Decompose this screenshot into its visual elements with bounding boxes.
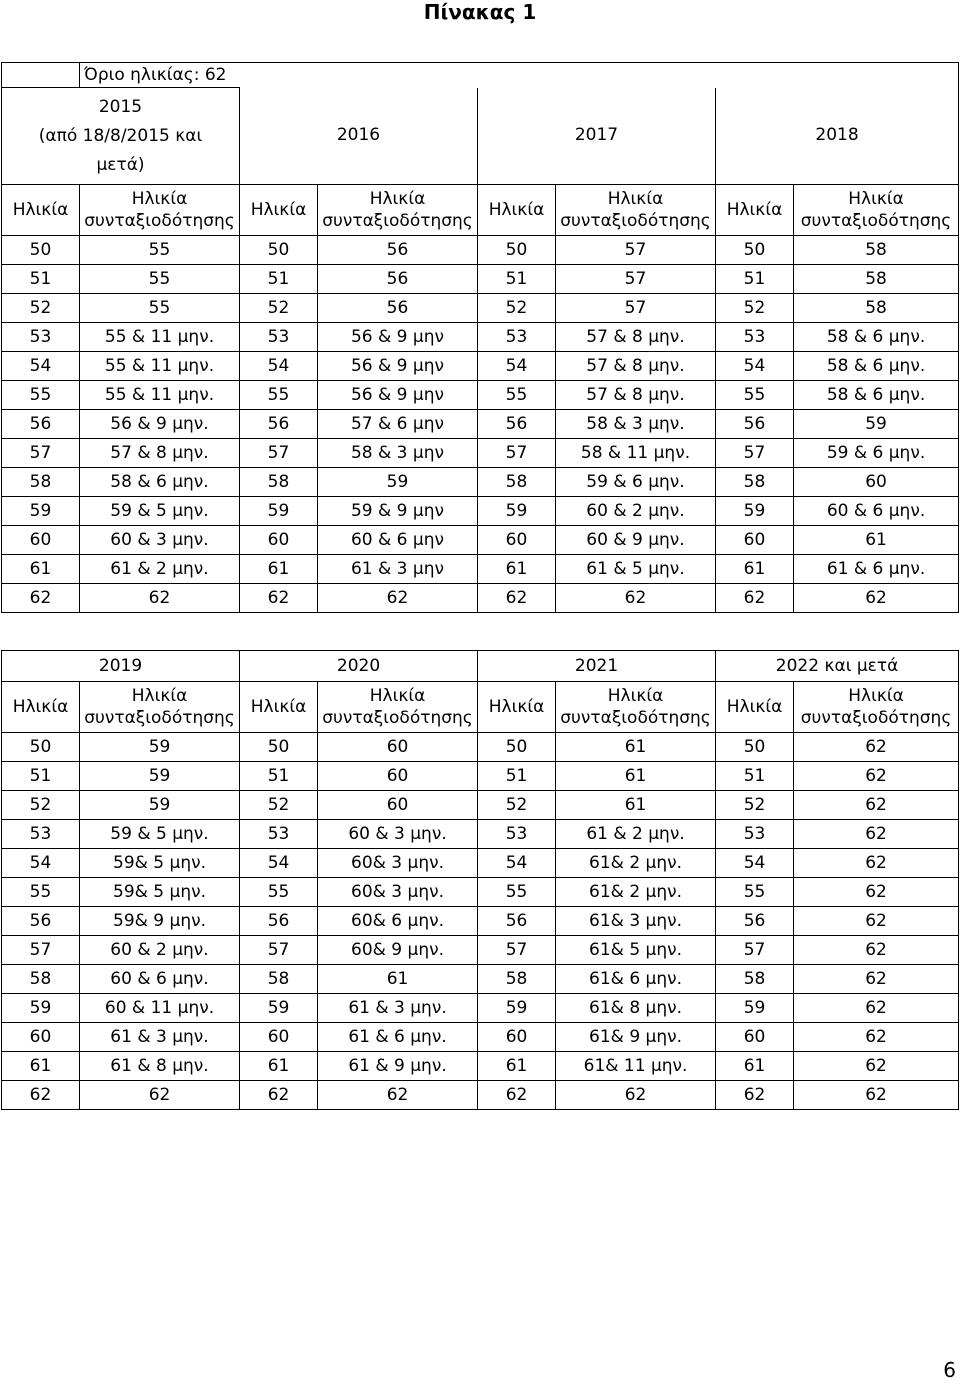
pension-age-cell: 57 & 8 μην.: [556, 352, 716, 381]
age-cell: 50: [240, 733, 318, 762]
age-cell: 51: [2, 762, 80, 791]
age-cell: 59: [716, 497, 794, 526]
pension-age-cell: 57 & 8 μην.: [80, 439, 240, 468]
pension-age-cell: 61& 6 μην.: [556, 965, 716, 994]
age-cell: 53: [2, 323, 80, 352]
pension-age-cell: 59: [794, 410, 959, 439]
pension-age-cell: 61 & 8 μην.: [80, 1052, 240, 1081]
age-column-header: Ηλικία: [2, 682, 80, 733]
pension-age-cell: 61 & 6 μην.: [318, 1023, 478, 1052]
table-row: [2, 733, 959, 762]
pension-age-cell: 60: [794, 468, 959, 497]
pension-age-cell: 61& 9 μην.: [556, 1023, 716, 1052]
pension-age-cell: 62: [556, 1081, 716, 1110]
pension-age-cell: 61& 2 μην.: [556, 849, 716, 878]
age-cell: 52: [2, 791, 80, 820]
age-cell: 62: [716, 1081, 794, 1110]
pension-age-cell: 58 & 6 μην.: [80, 468, 240, 497]
pension-age-cell: 57 & 8 μην.: [556, 323, 716, 352]
age-cell: 62: [2, 1081, 80, 1110]
age-cell: 53: [716, 323, 794, 352]
pension-age-cell: 62: [794, 907, 959, 936]
pension-age-cell: 61 & 5 μην.: [556, 555, 716, 584]
age-cell: 59: [2, 994, 80, 1023]
age-column-header: Ηλικία: [478, 185, 556, 236]
age-cell: 50: [478, 236, 556, 265]
age-cell: 54: [2, 849, 80, 878]
pension-age-cell: 57 & 8 μην.: [556, 381, 716, 410]
pension-age-cell: 55 & 11 μην.: [80, 352, 240, 381]
pension-age-cell: 59 & 9 μην: [318, 497, 478, 526]
age-cell: 55: [240, 878, 318, 907]
pension-age-cell: 59: [80, 791, 240, 820]
year-header: 2015 (από 18/8/2015 και μετά): [2, 88, 240, 185]
table-row: [2, 762, 959, 791]
pension-age-cell: 56 & 9 μην: [318, 323, 478, 352]
year-header: 2017: [478, 88, 716, 185]
pension-age-cell: 60 & 6 μην: [318, 526, 478, 555]
table-row: [2, 849, 959, 878]
pension-age-column-header: Ηλικία συνταξιοδότησης: [318, 682, 478, 733]
age-cell: 62: [478, 584, 556, 613]
age-cell: 56: [240, 410, 318, 439]
age-cell: 55: [2, 878, 80, 907]
age-cell: 56: [716, 907, 794, 936]
age-cell: 60: [240, 1023, 318, 1052]
age-column-header: Ηλικία: [716, 682, 794, 733]
pension-age-cell: 56: [318, 294, 478, 323]
age-cell: 60: [240, 526, 318, 555]
pension-age-cell: 59 & 5 μην.: [80, 497, 240, 526]
pension-age-column-header: Ηλικία συνταξιοδότησης: [556, 682, 716, 733]
age-cell: 60: [478, 526, 556, 555]
age-cell: 50: [2, 733, 80, 762]
pension-age-cell: 61: [318, 965, 478, 994]
age-cell: 59: [240, 994, 318, 1023]
age-cell: 54: [240, 352, 318, 381]
pension-age-cell: 57: [556, 236, 716, 265]
table-row: [2, 1052, 959, 1081]
pension-age-cell: 62: [794, 584, 959, 613]
age-cell: 50: [240, 236, 318, 265]
age-cell: 53: [240, 323, 318, 352]
pension-age-cell: 60: [318, 791, 478, 820]
pension-age-cell: 62: [80, 1081, 240, 1110]
age-cell: 52: [240, 294, 318, 323]
age-cell: 51: [240, 762, 318, 791]
table-row: [2, 265, 959, 294]
pension-age-cell: 61 & 3 μην: [318, 555, 478, 584]
age-cell: 58: [716, 965, 794, 994]
retirement-age-table-2015-2018: [1, 62, 959, 613]
age-cell: 51: [716, 762, 794, 791]
age-cell: 60: [2, 1023, 80, 1052]
pension-age-cell: 61: [556, 733, 716, 762]
age-cell: 60: [2, 526, 80, 555]
pension-age-cell: 59: [80, 762, 240, 791]
year-header: 2016: [240, 88, 478, 185]
year-header: 2022 και μετά: [716, 651, 959, 682]
pension-age-cell: 60 & 6 μην.: [80, 965, 240, 994]
pension-age-cell: 61 & 2 μην.: [80, 555, 240, 584]
age-cell: 55: [478, 878, 556, 907]
table-row: [2, 439, 959, 468]
pension-age-cell: 58: [794, 294, 959, 323]
page-title: Πίνακας 1: [423, 0, 537, 24]
table-row: [2, 526, 959, 555]
age-cell: 51: [716, 265, 794, 294]
age-cell: 53: [478, 820, 556, 849]
pension-age-cell: 61& 11 μην.: [556, 1052, 716, 1081]
pension-age-cell: 60 & 3 μην.: [318, 820, 478, 849]
pension-age-cell: 55: [80, 236, 240, 265]
age-cell: 58: [240, 965, 318, 994]
pension-age-cell: 62: [794, 733, 959, 762]
age-cell: 54: [478, 849, 556, 878]
pension-age-cell: 60 & 6 μην.: [794, 497, 959, 526]
age-cell: 61: [2, 1052, 80, 1081]
age-column-header: Ηλικία: [2, 185, 80, 236]
pension-age-cell: 62: [318, 584, 478, 613]
pension-age-column-header: Ηλικία συνταξιοδότησης: [556, 185, 716, 236]
pension-age-cell: 62: [556, 584, 716, 613]
pension-age-cell: 56 & 9 μην.: [80, 410, 240, 439]
pension-age-cell: 62: [794, 936, 959, 965]
pension-age-cell: 62: [794, 1023, 959, 1052]
pension-age-cell: 59: [318, 468, 478, 497]
age-cell: 62: [716, 584, 794, 613]
pension-age-cell: 62: [794, 878, 959, 907]
age-cell: 59: [240, 497, 318, 526]
pension-age-cell: 60 & 9 μην.: [556, 526, 716, 555]
pension-age-cell: 58: [794, 236, 959, 265]
age-cell: 56: [716, 410, 794, 439]
age-cell: 57: [478, 936, 556, 965]
table-row: [2, 994, 959, 1023]
table-row: [2, 410, 959, 439]
age-cell: 62: [2, 584, 80, 613]
pension-age-cell: 60 & 2 μην.: [80, 936, 240, 965]
table-row: [2, 820, 959, 849]
pension-age-cell: 60 & 3 μην.: [80, 526, 240, 555]
age-cell: 57: [240, 439, 318, 468]
age-cell: 60: [716, 1023, 794, 1052]
age-cell: 61: [716, 1052, 794, 1081]
pension-age-cell: 60 & 11 μην.: [80, 994, 240, 1023]
pension-age-cell: 57 & 6 μην: [318, 410, 478, 439]
age-cell: 52: [240, 791, 318, 820]
age-cell: 53: [478, 323, 556, 352]
pension-age-column-header: Ηλικία συνταξιοδότησης: [318, 185, 478, 236]
pension-age-cell: 60& 6 μην.: [318, 907, 478, 936]
age-cell: 51: [2, 265, 80, 294]
pension-age-cell: 60& 3 μην.: [318, 849, 478, 878]
age-cell: 61: [240, 555, 318, 584]
year-header: 2019: [2, 651, 240, 682]
pension-age-cell: 57: [556, 294, 716, 323]
table-row: [2, 236, 959, 265]
table-row: [2, 497, 959, 526]
pension-age-cell: 59 & 5 μην.: [80, 820, 240, 849]
pension-age-cell: 58 & 6 μην.: [794, 323, 959, 352]
age-cell: 59: [2, 497, 80, 526]
age-cell: 57: [716, 439, 794, 468]
table-row: [2, 584, 959, 613]
table-row: [2, 907, 959, 936]
pension-age-cell: 61: [556, 762, 716, 791]
pension-age-cell: 60& 3 μην.: [318, 878, 478, 907]
age-cell: 56: [240, 907, 318, 936]
pension-age-cell: 56 & 9 μην: [318, 352, 478, 381]
pension-age-cell: 59: [80, 733, 240, 762]
pension-age-cell: 62: [794, 994, 959, 1023]
pension-age-column-header: Ηλικία συνταξιοδότησης: [794, 185, 959, 236]
age-cell: 57: [716, 936, 794, 965]
age-cell: 53: [716, 820, 794, 849]
pension-age-cell: 55 & 11 μην.: [80, 323, 240, 352]
age-cell: 50: [716, 236, 794, 265]
age-cell: 51: [478, 762, 556, 791]
table-row: [2, 352, 959, 381]
pension-age-cell: 61 & 3 μην.: [80, 1023, 240, 1052]
pension-age-cell: 56: [318, 236, 478, 265]
pension-age-cell: 55 & 11 μην.: [80, 381, 240, 410]
age-cell: 59: [478, 497, 556, 526]
age-cell: 52: [2, 294, 80, 323]
pension-age-cell: 62: [794, 791, 959, 820]
pension-age-cell: 57: [556, 265, 716, 294]
age-cell: 52: [716, 791, 794, 820]
pension-age-cell: 59& 5 μην.: [80, 878, 240, 907]
pension-age-cell: 59& 9 μην.: [80, 907, 240, 936]
pension-age-cell: 55: [80, 294, 240, 323]
age-cell: 51: [240, 265, 318, 294]
age-cell: 58: [2, 965, 80, 994]
pension-age-cell: 62: [794, 762, 959, 791]
pension-age-cell: 62: [794, 849, 959, 878]
age-column-header: Ηλικία: [478, 682, 556, 733]
age-cell: 52: [478, 791, 556, 820]
pension-age-cell: 61 & 6 μην.: [794, 555, 959, 584]
age-limit-caption: Όριο ηλικίας: 62: [80, 63, 959, 88]
age-cell: 55: [478, 381, 556, 410]
pension-age-cell: 58 & 3 μην: [318, 439, 478, 468]
pension-age-cell: 60: [318, 762, 478, 791]
age-cell: 58: [2, 468, 80, 497]
age-cell: 60: [478, 1023, 556, 1052]
age-cell: 54: [2, 352, 80, 381]
table-row: [2, 468, 959, 497]
pension-age-cell: 61& 3 μην.: [556, 907, 716, 936]
table-row: [2, 1023, 959, 1052]
age-cell: 60: [716, 526, 794, 555]
age-cell: 57: [240, 936, 318, 965]
age-column-header: Ηλικία: [716, 185, 794, 236]
pension-age-cell: 56 & 9 μην: [318, 381, 478, 410]
table-row: [2, 965, 959, 994]
pension-age-cell: 61& 2 μην.: [556, 878, 716, 907]
pension-age-cell: 62: [794, 965, 959, 994]
age-cell: 52: [478, 294, 556, 323]
age-cell: 55: [240, 381, 318, 410]
age-cell: 58: [478, 468, 556, 497]
table-row: [2, 936, 959, 965]
pension-age-cell: 55: [80, 265, 240, 294]
pension-age-cell: 62: [794, 1052, 959, 1081]
pension-age-cell: 58 & 6 μην.: [794, 352, 959, 381]
age-cell: 55: [716, 878, 794, 907]
pension-age-cell: 61& 8 μην.: [556, 994, 716, 1023]
pension-age-cell: 62: [80, 584, 240, 613]
age-cell: 51: [478, 265, 556, 294]
table-row: [2, 1081, 959, 1110]
table-row: [2, 323, 959, 352]
age-cell: 56: [2, 410, 80, 439]
table-row: [2, 555, 959, 584]
pension-age-cell: 59 & 6 μην.: [794, 439, 959, 468]
table-row: [2, 878, 959, 907]
pension-age-cell: 62: [794, 820, 959, 849]
pension-age-cell: 56: [318, 265, 478, 294]
pension-age-cell: 58: [794, 265, 959, 294]
age-cell: 57: [2, 936, 80, 965]
pension-age-cell: 58 & 3 μην.: [556, 410, 716, 439]
age-cell: 61: [478, 1052, 556, 1081]
year-header: 2018: [716, 88, 959, 185]
age-cell: 56: [478, 907, 556, 936]
age-cell: 54: [478, 352, 556, 381]
age-cell: 55: [716, 381, 794, 410]
pension-age-cell: 60: [318, 733, 478, 762]
pension-age-cell: 58 & 11 μην.: [556, 439, 716, 468]
age-cell: 62: [478, 1081, 556, 1110]
age-cell: 57: [2, 439, 80, 468]
age-cell: 58: [240, 468, 318, 497]
age-cell: 58: [478, 965, 556, 994]
age-cell: 61: [716, 555, 794, 584]
year-header: 2020: [240, 651, 478, 682]
retirement-age-table-2019-2022: [1, 650, 959, 1110]
age-cell: 61: [2, 555, 80, 584]
pension-age-cell: 62: [318, 1081, 478, 1110]
table-row: [2, 791, 959, 820]
age-cell: 50: [478, 733, 556, 762]
age-cell: 50: [716, 733, 794, 762]
pension-age-cell: 59 & 6 μην.: [556, 468, 716, 497]
age-cell: 62: [240, 1081, 318, 1110]
pension-age-cell: 61 & 3 μην.: [318, 994, 478, 1023]
age-cell: 53: [2, 820, 80, 849]
table-row: [2, 381, 959, 410]
age-cell: 52: [716, 294, 794, 323]
pension-age-cell: 62: [794, 1081, 959, 1110]
table-row: [2, 294, 959, 323]
age-cell: 54: [716, 849, 794, 878]
pension-age-cell: 61 & 2 μην.: [556, 820, 716, 849]
pension-age-column-header: Ηλικία συνταξιοδότησης: [794, 682, 959, 733]
caption-spacer: [2, 63, 80, 88]
age-cell: 61: [240, 1052, 318, 1081]
age-cell: 56: [2, 907, 80, 936]
age-cell: 59: [716, 994, 794, 1023]
pension-age-cell: 59& 5 μην.: [80, 849, 240, 878]
age-cell: 55: [2, 381, 80, 410]
pension-age-cell: 61: [556, 791, 716, 820]
pension-age-cell: 60 & 2 μην.: [556, 497, 716, 526]
pension-age-cell: 61& 5 μην.: [556, 936, 716, 965]
age-cell: 50: [2, 236, 80, 265]
pension-age-cell: 61 & 9 μην.: [318, 1052, 478, 1081]
pension-age-cell: 58 & 6 μην.: [794, 381, 959, 410]
age-cell: 61: [478, 555, 556, 584]
age-column-header: Ηλικία: [240, 185, 318, 236]
age-cell: 59: [478, 994, 556, 1023]
pension-age-column-header: Ηλικία συνταξιοδότησης: [80, 185, 240, 236]
age-cell: 56: [478, 410, 556, 439]
pension-age-cell: 61: [794, 526, 959, 555]
age-cell: 62: [240, 584, 318, 613]
age-cell: 53: [240, 820, 318, 849]
age-column-header: Ηλικία: [240, 682, 318, 733]
year-header: 2021: [478, 651, 716, 682]
age-cell: 57: [478, 439, 556, 468]
page-number: 6: [943, 1358, 956, 1382]
pension-age-cell: 60& 9 μην.: [318, 936, 478, 965]
pension-age-column-header: Ηλικία συνταξιοδότησης: [80, 682, 240, 733]
age-cell: 54: [240, 849, 318, 878]
age-cell: 58: [716, 468, 794, 497]
age-cell: 54: [716, 352, 794, 381]
